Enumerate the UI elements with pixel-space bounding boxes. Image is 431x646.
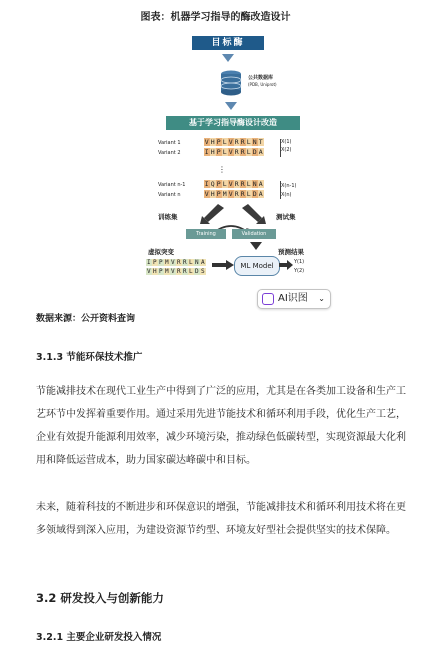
residue: H [152,268,158,275]
database-label: 公共数据库 [248,75,274,81]
x-label: X(1) [281,139,292,145]
residue: I [204,148,210,156]
residue: L [188,268,194,275]
database-sublabel: (PDB, Uniprot) [248,82,277,87]
residue: R [240,190,246,198]
residue: P [216,148,222,156]
residue: M [164,259,170,266]
residue: A [258,190,264,198]
variant-name: Variant 1 [158,140,181,146]
residue: D [252,190,258,198]
residue: H [210,138,216,146]
ai-scan-icon [262,293,274,305]
database-icon [220,70,242,96]
residue: L [222,148,228,156]
residue: P [152,259,158,266]
data-source: 数据来源：公开资料查询 [36,314,136,324]
x-label: X(n) [281,192,292,198]
residue: D [252,148,258,156]
down-arrow-icon [222,54,234,62]
right-arrow-icon [279,260,293,270]
y-label: Y(2) [294,268,305,274]
residue: R [234,138,240,146]
residue: R [182,268,188,275]
residue: A [258,148,264,156]
residue: L [222,180,228,188]
validation-pill: Validation [232,229,276,239]
test-set-label: 测试集 [276,213,296,221]
residue: R [234,148,240,156]
residue: L [246,180,252,188]
ml-model-box: ML Model [234,256,280,276]
y-label: Y(1) [294,259,305,265]
paragraph: 节能减排技术在现代工业生产中得到了广泛的应用，尤其是在各类加工设备和生产工艺环节中发挥着重要作用。通过采用先进节能技术和循环利用手段，优化生产工艺，企业有效提升能源利用效率，减少环境污染，推动绿色低碳转型，实现资源最大化利用和降低运营成本，助力国家碳达峰碳中和目标。 [36,386,406,466]
x-label: X(2) [281,147,292,153]
variant-name: Variant n [158,192,181,198]
paragraph: 未来，随着科技的不断进步和环保意识的增强，节能减排技术和循环利用技术将在更多领域得到深入应用，为建设资源节约型、环境友好型社会提供坚实的技术保障。 [36,502,406,536]
train-set-label: 训练集 [158,213,178,221]
residue: V [170,259,176,266]
residue: R [240,148,246,156]
section-heading: 3.1.3 节能环保技术推广 [36,352,143,363]
variant-name: Variant n-1 [158,182,186,188]
variant-sequence [204,190,264,198]
residue: H [210,190,216,198]
enzyme-design-figure [148,30,308,280]
residue: R [234,190,240,198]
residue: V [170,268,176,275]
target-enzyme-banner: 目标酶 [192,36,264,50]
residue: R [176,259,182,266]
residue: N [194,259,200,266]
residue: L [246,148,252,156]
down-arrow-icon [250,242,262,250]
virtual-sequence [146,259,206,266]
residue: N [252,180,258,188]
residue: D [194,268,200,275]
residue: L [246,138,252,146]
ai-image-recognition-button[interactable] [257,289,331,309]
section-heading: 3.2.1 主要企业研发投入情况 [36,632,162,643]
residue: R [234,180,240,188]
residue: A [200,259,206,266]
x-label: X(n-1) [281,183,297,189]
residue: S [200,268,206,275]
design-section-bar: 基于学习指导酶设计改造 [166,116,300,130]
residue: M [164,268,170,275]
residue: T [258,138,264,146]
section-heading: 3.2 研发投入与创新能力 [36,591,164,605]
variant-sequence [204,180,264,188]
residue: V [228,138,234,146]
training-pill: Training [186,229,226,239]
residue: V [146,268,152,275]
residue: R [176,268,182,275]
residue: P [158,259,164,266]
chevron-down-icon[interactable]: ⌄ [318,294,325,303]
residue: Q [210,180,216,188]
residue: A [258,180,264,188]
virtual-sequence [146,268,206,275]
variant-name: Variant 2 [158,150,181,156]
figure-title: 图表：机器学习指导的酶改造设计 [140,12,291,23]
residue: L [222,138,228,146]
residue: M [222,190,228,198]
residue: H [210,148,216,156]
variant-sequence [204,148,264,156]
residue: V [228,180,234,188]
residue: N [252,138,258,146]
right-arrow-icon [212,260,234,270]
residue: I [146,259,152,266]
residue: P [216,190,222,198]
residue: I [204,180,210,188]
residue: V [228,148,234,156]
residue: R [240,180,246,188]
virtual-mutation-label: 虚拟突变 [148,248,174,256]
prediction-label: 预测结果 [278,248,304,256]
residue: L [188,259,194,266]
residue: L [246,190,252,198]
ellipsis-marker: ⋮ [218,165,226,174]
residue: R [182,259,188,266]
residue: V [204,190,210,198]
residue: P [158,268,164,275]
ai-button-label: AI识图 [278,293,308,304]
variant-sequence [204,138,264,146]
down-arrow-icon [225,102,237,110]
residue: R [240,138,246,146]
residue: V [228,190,234,198]
residue: V [204,138,210,146]
residue: P [216,180,222,188]
residue: P [216,138,222,146]
